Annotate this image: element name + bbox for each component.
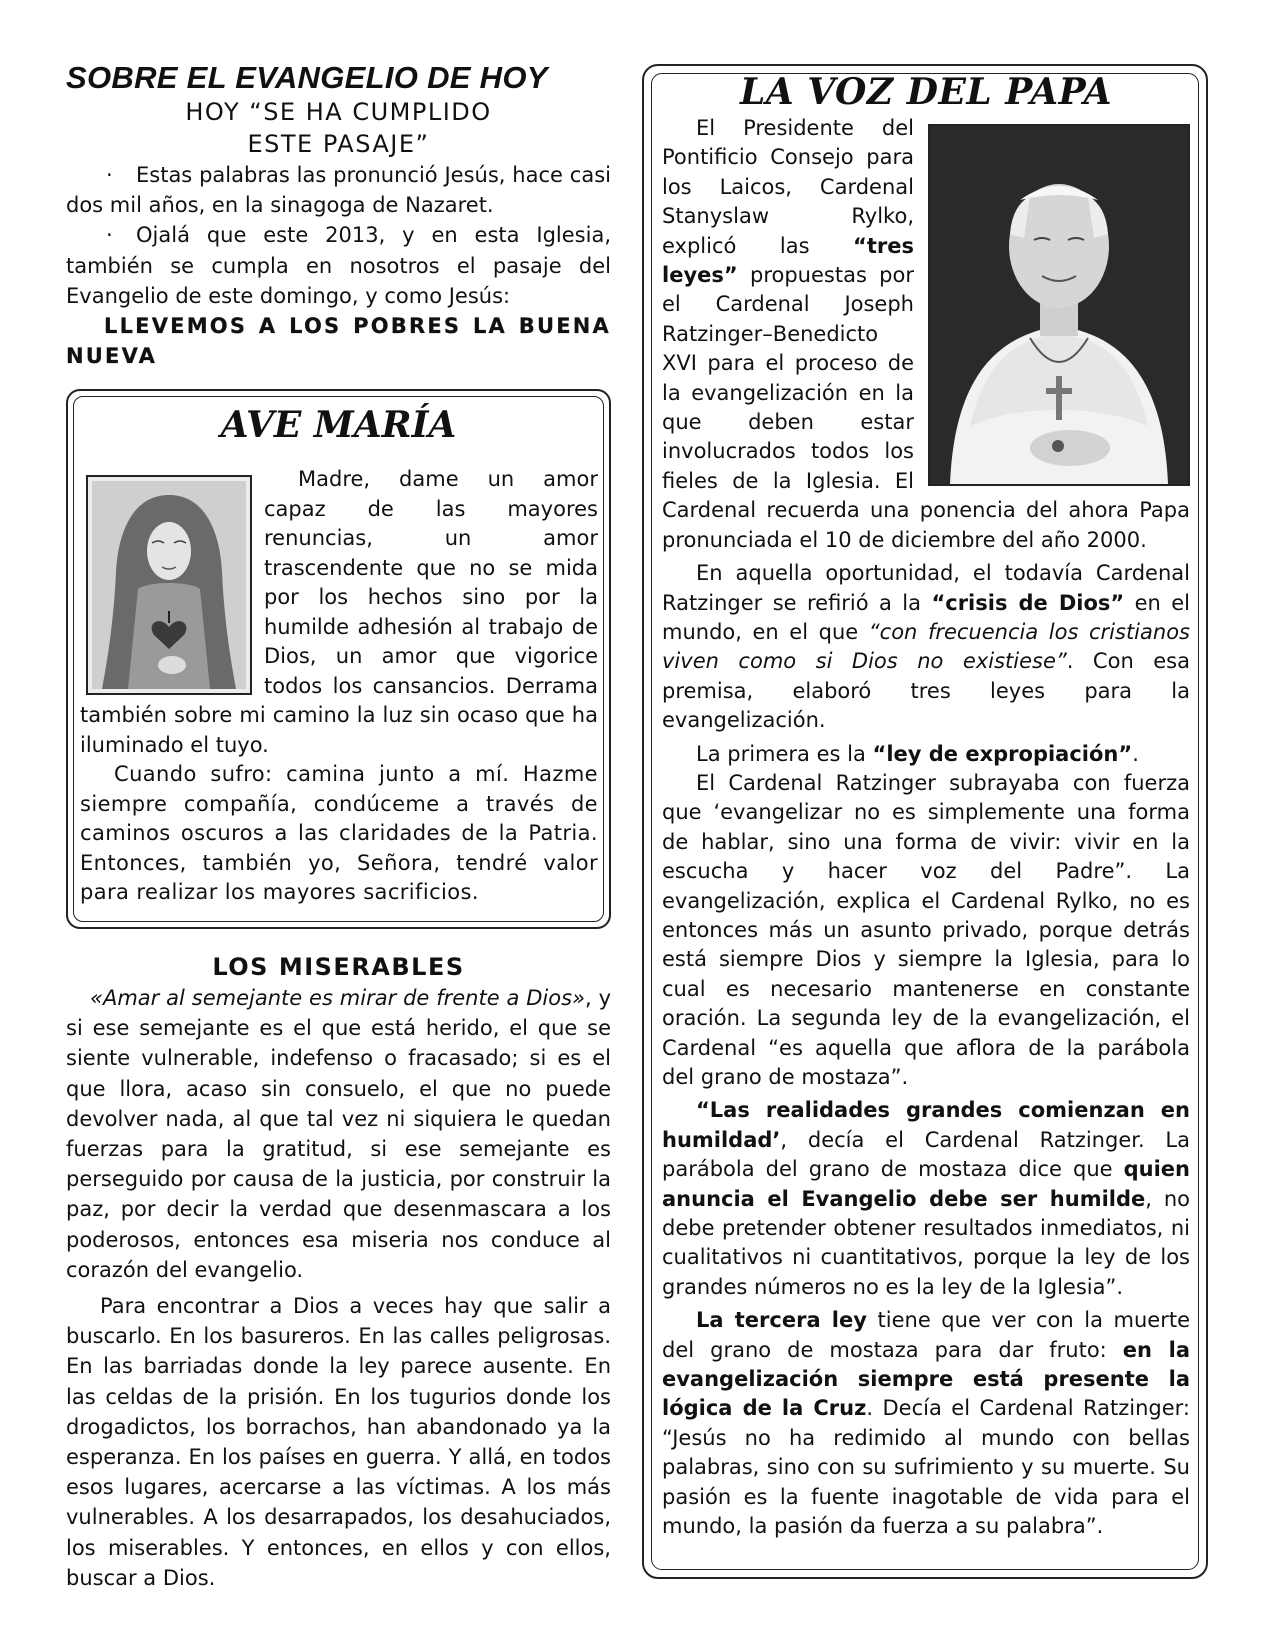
papa-paragraph-5 xyxy=(662,1096,1190,1302)
papa-p3-c: . xyxy=(1132,741,1139,766)
papa-p1-a: El Presidente del Pontificio Consejo para los Laicos, Cardenal Stanyslaw Rylko, explicó las xyxy=(662,116,914,258)
papa-p2-c: en el mundo, en el que xyxy=(662,590,1191,644)
papa-paragraph-4: El Cardenal Ratzinger subrayaba con fuerza que ‘evangelizar no es simplemente una forma de hablar, sino una forma de vivir: vivir en la escucha y hacer voz del Padre”. La evangelización, explica el Cardenal Rylko, no es entonces más un asunto privado, porque detrás está siempre Dios y siempre la Iglesia, para lo cual es necesario mantenerse en constante oración. La segunda ley de la evangelización, el Cardenal “es aquella que aflora de la parábola del grano de mostaza”. xyxy=(662,770,1190,1089)
subtitle-line-1: HOY “SE HA CUMPLIDO xyxy=(185,98,492,126)
miserables-quote: «Amar al semejante es mirar de frente a Dios» xyxy=(90,986,586,1011)
papa-paragraph-3 xyxy=(662,740,1190,769)
papa-paragraph-2 xyxy=(662,559,1190,735)
right-column-content xyxy=(662,70,1190,1542)
pope-svg xyxy=(930,126,1188,484)
bullet-paragraph-2 xyxy=(66,220,611,311)
papa-title: LA VOZ DEL PAPA xyxy=(739,71,1113,113)
main-title: SOBRE EL EVANGELIO DE HOY xyxy=(66,60,548,95)
papa-p6-d: . Decía el Cardenal Ratzinger: “Jesús no ha redimido al mundo con bellas palabras, sino con su sufrimiento y su muerte. Su pasión es la fuente inagotable de vida para el mundo, la pasión da fuerza a su palabra”. xyxy=(662,1396,1190,1539)
miserables-paragraph-1 xyxy=(66,983,611,1285)
ave-maria-title: AVE MARÍA xyxy=(220,404,457,447)
papa-p5-b: , decía el Cardenal Ratzinger. La parábola del grano de mostaza dice que xyxy=(662,1127,1190,1182)
bullet-text-1: Estas palabras las pronunció Jesús, hace casi dos mil años, en la sinagoga de Nazaret. xyxy=(66,163,611,218)
papa-p1-c: propuestas por el Cardenal Joseph Ratzinger–Benedicto XVI para el proceso de la evangelización en la que deben estar involucrados todos los fieles de la Iglesia. El Cardenal recuerda una ponencia del ahora Papa pronunciada el 10 de diciembre del año 2000. xyxy=(662,263,1190,552)
papa-p6-c: en la evangelización siempre está presente la lógica de la Cruz xyxy=(662,1337,1191,1421)
virgin-mary-portrait-icon xyxy=(86,475,252,695)
ave-maria-body xyxy=(80,465,598,908)
papa-p3-a: La primera es la xyxy=(696,741,873,766)
papa-p5-a: “Las realidades grandes comienzan en humildad’ xyxy=(662,1098,1190,1152)
ave-maria-paragraph-1: Madre, dame un amor capaz de las mayores renuncias, un amor trascendente que no se mida por los hechos sino por la humilde adhesión al trabajo de Dios, un amor que vigorice todos los cansancios. Derrama también sobre mi camino la luz sin ocaso que ha iluminado el tuyo. xyxy=(80,467,598,757)
papa-p2-b: “crisis de Dios” xyxy=(931,590,1125,615)
miserables-paragraph-1-text: , y si ese semejante es el que está herido, el que se siente vulnerable, indefenso o fracasado; si es el que llora, acaso sin consuelo, el que no puede devolver nada, al que tal vez ni siquiera le quedan fuerzas para la gratitud, si ese semejante es perseguido por causa de la justicia, por construir la paz, por decir la verdad que desenmascara a los poderosos, entonces esa miseria nos conduce al corazón del evangelio. xyxy=(66,986,611,1282)
papa-p5-c: quien anuncia el Evangelio debe ser humilde xyxy=(662,1157,1190,1211)
ave-maria-box xyxy=(66,389,611,929)
left-column xyxy=(66,60,611,1593)
papa-p2-e: . Con esa premisa, elaboró tres leyes para la evangelización. xyxy=(662,649,1190,733)
papa-p1-b: “tres leyes” xyxy=(662,233,914,288)
papa-p3-b: “ley de expropiación” xyxy=(872,741,1133,766)
bullet-icon: · xyxy=(106,223,113,248)
papa-p6-a: La tercera ley xyxy=(696,1308,867,1333)
papa-p2-a: En aquella oportunidad, el todavía Cardenal Ratzinger se refirió a la xyxy=(662,561,1190,615)
virgin-mary-svg xyxy=(88,477,250,693)
right-column-box xyxy=(642,64,1208,1579)
papa-p2-d: “con frecuencia los cristianos viven como si Dios no existiese” xyxy=(662,619,1190,674)
bullet-icon: · xyxy=(106,163,113,187)
papa-p5-d: , no debe pretender obtener resultados inmediatos, ni cualitativos ni cuantitativos, porque la ley de los grandes números no es la ley de la Iglesia”. xyxy=(662,1186,1190,1299)
bullet-text-2: Ojalá que este 2013, y en esta Iglesia, también se cumpla en nosotros el pasaje del Evangelio de este domingo, y como Jesús: xyxy=(66,223,611,308)
miserables-paragraph-2: Para encontrar a Dios a veces hay que salir a buscarlo. En los basureros. En las calles peligrosas. En las barriadas donde la ley parece ausente. En las celdas de la prisión. En los tugurios donde los drogadictos, los borrachos, han abandonado ya la esperanza. En los países en guerra. Y allá, en todos esos lugares, acercarse a las víctimas. A los más vulnerables. A los desarrapados, los desahuciados, los miserables. Y entonces, en ellos y con ellos, buscar a Dios. xyxy=(66,1294,611,1590)
miserables-title: LOS MISERABLES xyxy=(212,953,465,982)
papa-paragraph-6 xyxy=(662,1306,1190,1541)
call-to-action: LLEVEMOS A LOS POBRES LA BUENA NUEVA xyxy=(66,314,611,369)
subtitle-line-2: ESTE PASAJE” xyxy=(247,130,430,158)
ave-maria-paragraph-2: Cuando sufro: camina junto a mí. Hazme siempre compañía, condúceme a través de caminos oscuros a las claridades de la Patria. Entonces, también yo, Señora, tendré valor para realizar los mayores sacrificios. xyxy=(80,762,598,905)
pope-portrait-icon xyxy=(928,124,1190,486)
papa-p6-b: tiene que ver con la muerte del grano de mostaza para dar fruto: xyxy=(662,1308,1190,1362)
bullet-paragraph-1 xyxy=(66,160,611,220)
